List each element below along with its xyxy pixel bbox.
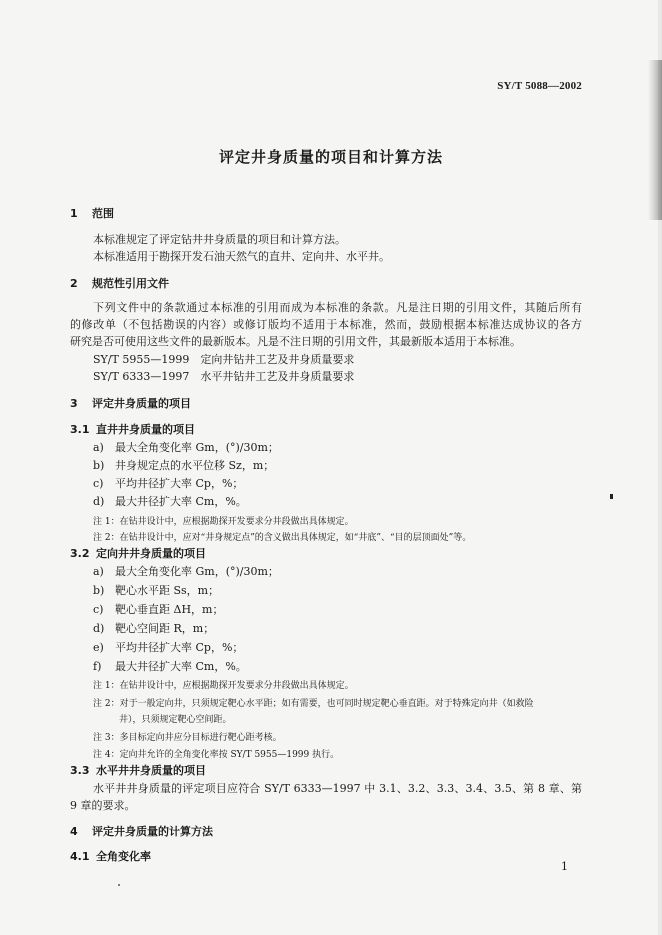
scan-edge-strip [658,0,662,935]
item-text: 井身规定点的水平位移 Sz，m； [115,459,275,472]
section-4-heading [70,825,213,839]
section-3-heading [70,397,191,411]
list-item [93,622,214,636]
section-number: 1 [70,207,78,220]
section-number: 3 [70,397,78,410]
item-letter: b) [93,584,105,597]
item-letter: d) [93,622,105,635]
s33-paragraph-line-2: 9 章的要求。 [70,799,136,812]
reference-1: SY/T 5955—1999 定向井钻井工艺及井身质量要求 [93,353,355,366]
subsection-title: 水平井井身质量的项目 [96,764,206,777]
item-letter: c) [93,603,104,616]
subsection-4-1-heading [70,850,151,864]
note-line: 注 1：在钻井设计中，应根据勘探开发要求分井段做出具体规定。 [93,517,354,527]
section-1-heading [70,207,114,221]
item-text: 靶心水平距 Ss，m； [115,584,220,597]
subsection-title: 直井井身质量的项目 [96,423,195,436]
note-line: 注 3：多目标定向井应分目标进行靶心距考核。 [93,733,282,743]
item-letter: f) [93,660,102,673]
page-number: 1 [561,860,568,873]
item-letter: e) [93,641,104,654]
list-item [93,459,274,473]
subsection-3-2-heading [70,547,206,561]
item-text: 平均井径扩大率 Cp，%； [115,477,244,490]
s1-paragraph-2: 本标准适用于勘探开发石油天然气的直井、定向井、水平井。 [93,250,390,263]
subsection-number: 3.2 [70,547,90,560]
list-item [93,565,279,579]
list-item [93,495,247,509]
scan-speck [610,494,613,499]
section-title: 评定井身质量的项目 [92,397,191,410]
scan-speck [118,884,120,886]
subsection-title: 全角变化率 [96,850,151,863]
item-letter: b) [93,459,105,472]
note-line: 注 2：在钻井设计中，应对“井身规定点”的含义做出具体规定，如“井底”、“目的层顶面处”等。 [93,533,472,543]
section-title: 范围 [92,207,114,220]
section-2-heading [70,277,169,291]
subsection-title: 定向井井身质量的项目 [96,547,206,560]
subsection-number: 3.1 [70,423,90,436]
list-item [93,641,243,655]
item-letter: a) [93,441,104,454]
item-text: 靶心垂直距 ΔH，m； [115,603,224,616]
section-title: 评定井身质量的计算方法 [92,825,213,838]
item-text: 最大全角变化率 Gm，(°)/30m； [115,441,279,454]
subsection-3-1-heading [70,423,195,437]
document-title: 评定井身质量的项目和计算方法 [218,148,443,166]
s33-paragraph-line-1: 水平井井身质量的评定项目应符合 SY/T 6333—1997 中 3.1、3.2、3.3、3.4、3.5、第 8 章、第 [93,782,582,795]
section-number: 4 [70,825,78,838]
note-line: 井），只须规定靶心空间距。 [119,715,232,725]
note-line: 注 4：定向井允许的全角变化率按 SY/T 5955—1999 执行。 [93,750,340,760]
s1-paragraph-1: 本标准规定了评定钻井井身质量的项目和计算方法。 [93,233,346,246]
item-letter: d) [93,495,105,508]
s2-paragraph-line-3: 研究是否可使用这些文件的最新版本。凡是不注日期的引用文件，其最新版本适用于本标准。 [70,335,521,348]
item-letter: a) [93,565,104,578]
list-item [93,441,279,455]
list-item [93,584,219,598]
item-text: 最大井径扩大率 Cm，%。 [115,660,247,673]
section-number: 2 [70,277,78,290]
standard-code: SY/T 5088—2002 [497,80,582,92]
subsection-number: 4.1 [70,850,90,863]
s2-paragraph-line-1: 下列文件中的条款通过本标准的引用而成为本标准的条款。凡是注日期的引用文件，其随后所有 [93,301,582,314]
item-text: 最大全角变化率 Gm，(°)/30m； [115,565,279,578]
item-text: 平均井径扩大率 Cp，%； [115,641,244,654]
section-title: 规范性引用文件 [92,277,169,290]
note-line: 注 2：对于一般定向井，只须规定靶心水平距；如有需要，也可同时规定靶心垂直距。对于特殊定向井（如救险 [93,699,534,709]
s2-paragraph-line-2: 的修改单（不包括勘误的内容）或修订版均不适用于本标准，然而，鼓励根据本标准达成协议的各方 [70,318,582,331]
note-line: 注 1：在钻井设计中，应根据勘探开发要求分井段做出具体规定。 [93,681,354,691]
item-text: 靶心空间距 R，m； [115,622,215,635]
reference-2: SY/T 6333—1997 水平井钻井工艺及井身质量要求 [93,370,355,383]
subsection-3-3-heading [70,764,206,778]
subsection-number: 3.3 [70,764,90,777]
list-item [93,660,247,674]
item-text: 最大井径扩大率 Cm，%。 [115,495,247,508]
list-item [93,477,243,491]
item-letter: c) [93,477,104,490]
list-item [93,603,223,617]
